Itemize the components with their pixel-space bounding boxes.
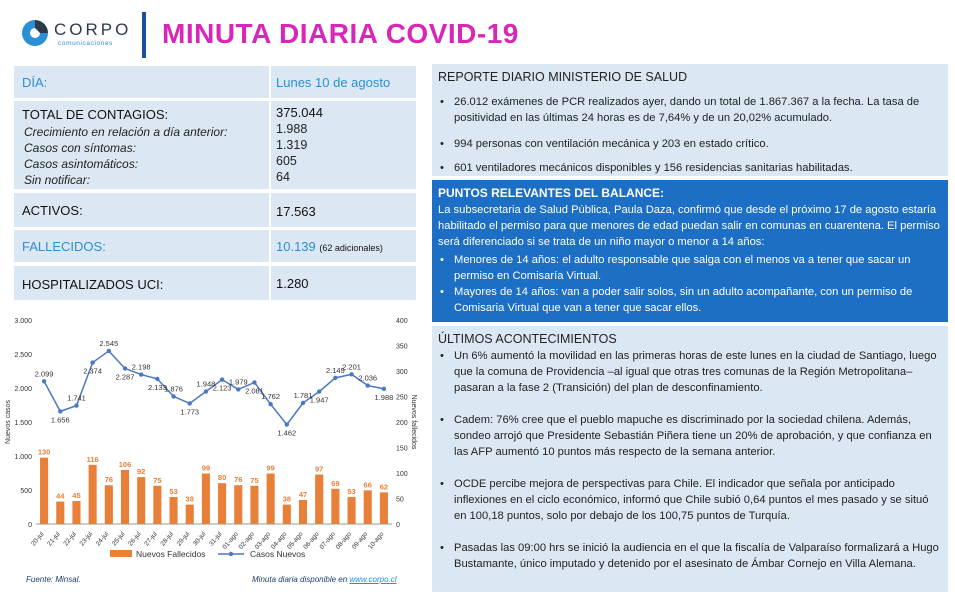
- line-point: [42, 379, 46, 383]
- x-tick-label: 26-jul: [127, 530, 143, 548]
- balance-intro: La subsecretaria de Salud Pública, Paula Daza, confirmó que desde el próximo 17 de agosto estaría habilitado el permiso para que menores de edad puedan salir en comunas en cuarentena. El permiso será diferenciado si se trata de un niño mayor o menor a 14 años:: [438, 204, 940, 248]
- news-bullet: Pasadas las 09:00 hrs se inició la audiencia en el que la fiscalía de Valparaíso formalizará a Hugo Bustamante, único imputado y detenido por el asesinato de Ámbar Cornejo en Villa Alemana.: [454, 542, 939, 570]
- minsal-bullet: 601 ventiladores mecánicos disponibles y 156 residencias sanitarias habilitadas.: [454, 162, 853, 174]
- line-point: [333, 376, 337, 380]
- bar: [72, 501, 80, 524]
- y-tick-right: 50: [396, 496, 404, 504]
- bullet-icon: •: [440, 286, 444, 298]
- bar: [267, 474, 275, 524]
- total-value: 375.044: [276, 105, 323, 120]
- line-point: [382, 387, 386, 391]
- bullet-icon: •: [440, 414, 444, 426]
- brand-name: CORPO: [54, 20, 132, 39]
- line-label: 2.123: [212, 383, 232, 393]
- x-tick-label: 05-ago: [286, 530, 305, 551]
- page-title: MINUTA DIARIA COVID-19: [162, 18, 519, 49]
- line-label: 1.773: [180, 407, 200, 417]
- line-label: 1.988: [374, 392, 394, 402]
- line-point: [188, 401, 192, 405]
- line-label: 1.876: [164, 384, 183, 394]
- y-tick-left: 2.000: [14, 386, 32, 393]
- news-panel: [432, 326, 948, 592]
- bar: [331, 489, 339, 524]
- bar: [283, 505, 291, 524]
- title-divider: [142, 12, 146, 58]
- bar: [153, 486, 161, 524]
- bullet-icon: •: [440, 350, 444, 362]
- bar: [380, 492, 388, 524]
- sub-value: 1.319: [276, 138, 308, 152]
- line-label: 1.947: [309, 395, 329, 405]
- x-tick-label: 24-jul: [94, 530, 111, 548]
- bar: [218, 483, 226, 524]
- line-label: 1.741: [67, 393, 86, 403]
- bar-label: 99: [266, 463, 275, 473]
- website-link[interactable]: www.corpo.cl: [349, 575, 397, 584]
- x-tick-label: 01-ago: [221, 530, 240, 551]
- y-axis-label-right: Nuevos fallecidos: [410, 394, 417, 450]
- bar-label: 62: [379, 482, 389, 492]
- x-tick-label: 03-ago: [253, 530, 273, 551]
- bar-label: 106: [118, 459, 132, 469]
- line-label: 1.762: [261, 392, 281, 402]
- y-tick-right: 250: [396, 394, 408, 402]
- line-label: 1.979: [228, 377, 248, 387]
- sub-label: Crecimiento en relación a día anterior:: [24, 125, 228, 139]
- line-label: 2.545: [99, 338, 119, 348]
- line-label: 2.149: [325, 365, 345, 375]
- uci-row: [14, 266, 416, 300]
- bar-label: 53: [169, 486, 178, 496]
- bar-label: 47: [298, 490, 308, 500]
- fallecidos-value: [276, 239, 383, 254]
- x-tick-label: 28-jul: [159, 530, 176, 548]
- x-tick-label: 07-ago: [318, 530, 337, 551]
- news-bullet: Cadem: 76% cree que el pueblo mapuche es discriminado por la sociedad chilena. Además, sondeo arrojó que Presidente Sebastián Piñera tiene un 20% de aprobación, y que confianza en las AFP aumentó 10 puntos más respecto de la semana anterior.: [454, 414, 932, 458]
- bar-label: 38: [282, 494, 291, 504]
- bar: [121, 470, 129, 524]
- bullet-icon: •: [440, 478, 444, 490]
- line-point: [58, 409, 62, 413]
- y-tick-right: 0: [396, 522, 400, 529]
- sub-label: Casos con síntomas:: [24, 141, 137, 155]
- line-label: 2.198: [131, 362, 151, 372]
- line-point: [139, 372, 143, 376]
- activos-row: [14, 193, 416, 227]
- line-label: 2.133: [147, 382, 167, 392]
- x-tick-label: 08-ago: [334, 530, 354, 551]
- bar: [250, 486, 258, 524]
- bullet-icon: •: [440, 96, 444, 108]
- x-tick-label: 10-ago: [367, 530, 386, 551]
- balance-bullet: Menores de 14 años: el adulto responsable que salga con el menos va a tener que sacar un permiso en Comisaría Virtual.: [454, 254, 911, 282]
- day-row: [14, 66, 416, 98]
- x-tick-label: 31-jul: [208, 530, 224, 548]
- x-tick-label: 02-ago: [237, 530, 256, 551]
- line-label: 2.036: [358, 373, 378, 383]
- fallecidos-extra: (62 adicionales): [319, 243, 383, 253]
- y-tick-right: 100: [396, 471, 408, 478]
- minsal-bullet: 994 personas con ventilación mecánica y 203 en estado crítico.: [454, 138, 769, 150]
- line-point: [155, 377, 159, 381]
- y-tick-right: 400: [396, 318, 408, 325]
- bullet-icon: •: [440, 162, 444, 174]
- minsal-bullet: 26.012 exámenes de PCR realizados ayer, dando un total de 1.867.367 a la fecha. La tasa de positividad en las últimas 24 horas es de 7,64% y de un 20,02% acumulado.: [454, 96, 920, 124]
- line-point: [366, 383, 370, 387]
- fallecidos-label: FALLECIDOS:: [22, 239, 106, 254]
- line-label: 1.781: [293, 390, 313, 400]
- x-tick-label: 06-ago: [302, 530, 321, 551]
- y-tick-left: 3.000: [14, 318, 32, 325]
- y-tick-left: 1.500: [14, 420, 32, 427]
- news-title: ÚLTIMOS ACONTECIMIENTOS: [438, 332, 617, 346]
- line-point: [252, 380, 256, 384]
- bar-label: 38: [185, 494, 194, 504]
- news-bullet: OCDE percibe mejora de perspectivas para Chile. El indicador que señala por anticipado inflexiones en el ciclo económico, informó que Chile subió 0,64 puntos el mes pasado y se situó en 100,18 puntos, solo por debajo de los 100,75 puntos de Turquía.: [454, 478, 929, 522]
- legend-label: Casos Nuevos: [250, 549, 306, 559]
- x-tick-label: 09-ago: [350, 530, 370, 551]
- total-block: [14, 101, 416, 189]
- line-label: 1.948: [196, 379, 216, 389]
- legend-swatch-point: [229, 552, 233, 556]
- brand-sub: comunicaciones: [58, 40, 114, 47]
- bar: [137, 477, 145, 524]
- y-tick-left: 1.000: [14, 454, 32, 461]
- x-tick-label: 21-jul: [46, 530, 62, 548]
- x-tick-label: 22-jul: [62, 530, 78, 548]
- sub-label: Casos asintomáticos:: [24, 157, 139, 171]
- legend-label: Nuevos Fallecidos: [136, 549, 206, 559]
- sub-value: 64: [276, 170, 290, 184]
- line-point: [123, 366, 127, 370]
- news-bullet: Un 6% aumentó la movilidad en las primeras horas de este lunes en la ciudad de Santiago, luego que la comuna de Providencia –al igual que otras tres comunas de la Región Metropolitana– pasaran a la fase 2 (Transición) del plan de desconfinamiento.: [454, 350, 937, 394]
- balance-panel: [432, 180, 948, 322]
- x-tick-label: 23-jul: [78, 530, 95, 548]
- bar-label: 99: [201, 463, 211, 473]
- corpo-logo-icon: [20, 18, 50, 48]
- bar: [315, 475, 323, 524]
- line-label: 2.201: [342, 362, 361, 372]
- uci-value: 1.280: [276, 276, 309, 291]
- corpo-logo: [14, 14, 134, 54]
- balance-bullet: Mayores de 14 años: van a poder salir solos, sin un adulto acompañante, con un permiso de Comisaria Virtual que van a tener que sacar ellos.: [454, 286, 913, 314]
- day-label: DÍA:: [22, 75, 48, 90]
- day-value: Lunes 10 de agosto: [276, 75, 391, 90]
- bar-label: 53: [347, 486, 356, 496]
- x-tick-label: 20-jul: [30, 530, 46, 548]
- minsal-title: REPORTE DIARIO MINISTERIO DE SALUD: [438, 70, 688, 84]
- y-tick-left: 500: [20, 488, 32, 495]
- bar-label: 69: [331, 478, 340, 488]
- bar: [56, 502, 64, 524]
- bar: [234, 485, 242, 524]
- sub-value: 605: [276, 154, 297, 168]
- line-point: [90, 360, 94, 364]
- minsal-panel: [432, 64, 948, 176]
- bullet-icon: •: [440, 542, 444, 554]
- bullet-icon: •: [440, 138, 444, 150]
- line-point: [204, 389, 208, 393]
- activos-label: ACTIVOS:: [22, 203, 83, 218]
- y-tick-right: 200: [396, 420, 408, 427]
- legend-swatch-bar: [110, 550, 132, 557]
- line-point: [268, 402, 272, 406]
- bar: [202, 474, 210, 524]
- line-point: [220, 377, 224, 381]
- balance-title: PUNTOS RELEVANTES DEL BALANCE:: [438, 186, 665, 200]
- total-label: TOTAL DE CONTAGIOS:: [22, 107, 169, 122]
- bar-label: 97: [315, 464, 324, 474]
- chart-svg: [0, 306, 418, 572]
- line-label: 2.287: [115, 372, 135, 382]
- y-axis-label-left: Nuevos casos: [5, 400, 12, 444]
- line-point: [74, 403, 78, 407]
- bar-label: 66: [363, 480, 372, 490]
- cases-chart: [0, 306, 418, 594]
- line-label: 1.656: [50, 415, 70, 425]
- bar: [89, 465, 97, 524]
- fallecidos-number: 10.139: [276, 239, 316, 254]
- bar: [364, 490, 372, 524]
- sub-value: 1.988: [276, 122, 308, 136]
- bar: [348, 497, 356, 524]
- line-point: [301, 401, 305, 405]
- bar-label: 75: [250, 475, 259, 485]
- line-point: [285, 422, 289, 426]
- bar-label: 76: [104, 475, 113, 485]
- activos-value: 17.563: [276, 204, 316, 219]
- bar-label: 75: [153, 475, 162, 485]
- availability-text: Minuta diaria disponible en: [252, 575, 350, 584]
- availability-note: [252, 575, 397, 584]
- y-tick-left: 2.500: [14, 352, 32, 359]
- line-label: 2.374: [83, 366, 103, 376]
- line-point: [349, 372, 353, 376]
- x-tick-label: 29-jul: [175, 530, 192, 548]
- line-point: [236, 387, 240, 391]
- x-tick-label: 25-jul: [110, 530, 127, 548]
- line-point: [107, 349, 111, 353]
- bar: [105, 485, 113, 524]
- line-point: [317, 389, 321, 393]
- line-label: 2.099: [34, 369, 54, 379]
- bullet-icon: •: [440, 254, 444, 266]
- line-point: [171, 394, 175, 398]
- uci-label: HOSPITALIZADOS UCI:: [22, 277, 164, 292]
- fallecidos-row: [14, 230, 416, 262]
- bar: [186, 505, 194, 524]
- bar-label: 80: [217, 473, 227, 483]
- bar-label: 92: [137, 467, 146, 477]
- bar: [299, 500, 307, 524]
- line-label: 1.462: [277, 428, 297, 438]
- line-label: 2.081: [245, 386, 264, 396]
- bar-label: 76: [234, 475, 243, 485]
- bar-label: 44: [56, 491, 65, 501]
- x-tick-label: 27-jul: [143, 530, 159, 548]
- bar: [40, 458, 48, 524]
- source-note: Fuente: Minsal.: [26, 575, 81, 584]
- y-tick-left: 0: [28, 522, 32, 529]
- y-tick-right: 300: [396, 369, 408, 376]
- sub-label: Sin notificar:: [24, 173, 91, 187]
- x-tick-label: 04-ago: [269, 530, 289, 551]
- bar: [170, 497, 178, 524]
- y-tick-right: 150: [396, 445, 408, 453]
- bar-label: 45: [72, 491, 81, 501]
- bar-label: 116: [86, 454, 99, 464]
- x-tick-label: 30-jul: [191, 530, 208, 548]
- bar-label: 130: [37, 447, 51, 457]
- y-tick-right: 350: [396, 343, 408, 351]
